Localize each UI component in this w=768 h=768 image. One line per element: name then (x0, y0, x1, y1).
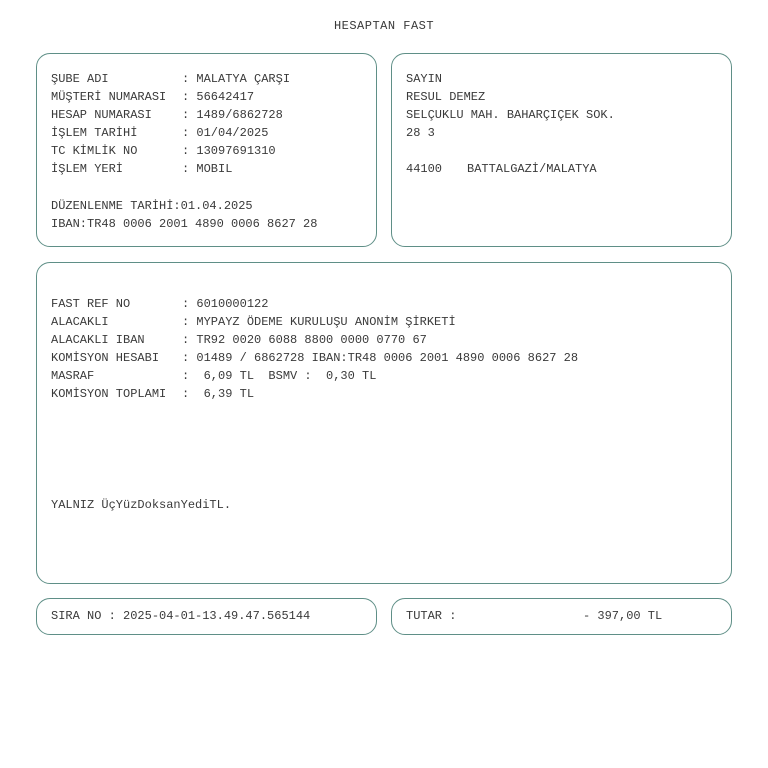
document-title: HESAPTAN FAST (333, 19, 435, 33)
field-account-number: HESAP NUMARASI : 1489/6862728 (51, 108, 283, 122)
branch-info-box (36, 53, 377, 247)
total-box (391, 598, 732, 635)
total-label: TUTAR : (406, 609, 457, 623)
field-branch-name: ŞUBE ADI : MALATYA ÇARŞI (51, 72, 291, 86)
amount-in-words: YALNIZ ÜçYüzDoksanYediTL. (51, 498, 232, 512)
postal-code: 44100 (406, 162, 443, 176)
field-commission-total: KOMİSYON TOPLAMI : 6,39 TL (51, 387, 255, 401)
customer-name: RESUL DEMEZ (406, 90, 486, 104)
field-recipient-iban: ALACAKLI IBAN : TR92 0020 6088 8800 0000 0770 67 (51, 333, 427, 347)
field-commission-account: KOMİSYON HESABI : 01489 / 6862728 IBAN:TR48 0006 2001 4890 0006 8627 28 (51, 351, 579, 365)
field-fast-ref: FAST REF NO : 6010000122 (51, 297, 269, 311)
sequence-box (36, 598, 377, 635)
field-transaction-date: İŞLEM TARİHİ : 01/04/2025 (51, 126, 269, 140)
address-city-line (406, 162, 597, 176)
field-transaction-place: İŞLEM YERİ : MOBIL (51, 162, 233, 176)
salutation: SAYIN (406, 72, 443, 86)
sequence-number: SIRA NO : 2025-04-01-13.49.47.565144 (51, 609, 311, 623)
address-line-2: 28 3 (406, 126, 435, 140)
customer-address-box (391, 53, 732, 247)
district-city: BATTALGAZİ/MALATYA (467, 162, 597, 176)
transaction-details-box (36, 262, 732, 584)
address-line-1: SELÇUKLU MAH. BAHARÇIÇEK SOK. (406, 108, 615, 122)
field-customer-number: MÜŞTERİ NUMARASI : 56642417 (51, 90, 255, 104)
issue-date: DÜZENLENME TARİHİ:01.04.2025 (51, 199, 253, 213)
field-national-id: TC KİMLİK NO : 13097691310 (51, 144, 276, 158)
field-recipient: ALACAKLI : MYPAYZ ÖDEME KURULUŞU ANONİM ŞİRKETİ (51, 315, 456, 329)
account-iban: IBAN:TR48 0006 2001 4890 0006 8627 28 (51, 217, 318, 231)
total-amount: - 397,00 TL (583, 609, 663, 623)
field-expense: MASRAF : 6,09 TL BSMV : 0,30 TL (51, 369, 377, 383)
